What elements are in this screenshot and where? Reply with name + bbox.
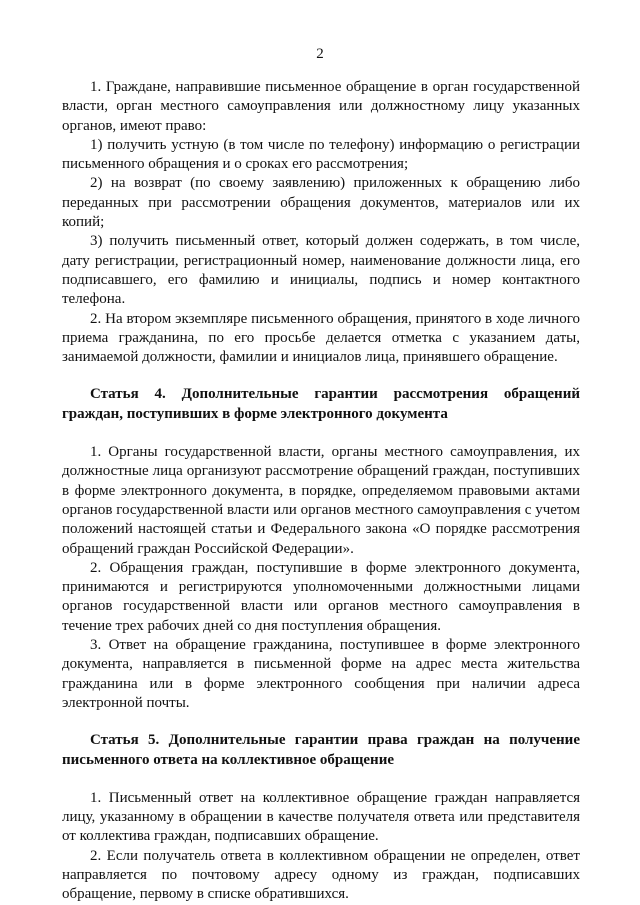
article-4-paragraph-3: 3. Ответ на обращение гражданина, поступившее в форме электронного документа, направляется в письменной форме на адрес места жительства гражданина или в форме электронного сообщения при наличии адреса электронной почты. [62, 637, 580, 711]
page-number: 2 [316, 46, 324, 62]
article-4-heading: Статья 4. Дополнительные гарантии рассмотрения обращений граждан, поступивших в форме электронного документа [62, 386, 580, 422]
article-5-paragraph-1: 1. Письменный ответ на коллективное обращение граждан направляется лицу, указанному в обращении в качестве получателя ответа или представителя от коллектива граждан, подписавших обращение. [62, 789, 580, 845]
intro-paragraph-5: 2. На втором экземпляре письменного обращения, принятого в ходе личного приема гражданина, по его просьбе делается отметка с указанием даты, занимаемой должности, фамилии и инициалов лица, принявшего обращение. [62, 310, 580, 366]
document-body [62, 78, 580, 905]
intro-paragraph-1: 1. Граждане, направившие письменное обращение в орган государственной власти, орган местного самоуправления или должностному лицу указанных органов, имеют право: [62, 79, 580, 134]
intro-paragraph-3: 2) на возврат (по своему заявлению) приложенных к обращению либо переданных при рассмотрении обращения документов, материалов или их копий; [62, 175, 580, 231]
article-4-paragraph-1: 1. Органы государственной власти, органы местного самоуправления, их должностные лица организуют рассмотрение обращений граждан, поступивших в форме электронного документа, в порядке, определяемом правовыми актами органов государственной власти или органов местного самоуправления с учетом положений настоящей статьи и Федерального закона «О порядке рассмотрения обращений граждан Российской Федерации». [62, 444, 580, 557]
intro-paragraph-2: 1) получить устную (в том числе по телефону) информацию о регистрации письменного обращения и о сроках его рассмотрения; [62, 136, 580, 173]
article-5-paragraph-2: 2. Если получатель ответа в коллективном обращении не определен, ответ направляется по почтовому адресу одному из граждан, подписавших обращение, первому в списке обратившихся. [62, 847, 580, 903]
article-4-paragraph-2: 2. Обращения граждан, поступившие в форме электронного документа, принимаются и регистрируются уполномоченными должностными лицами органов государственной власти или органов местного самоуправления в течение трех рабочих дней со дня поступления обращения. [62, 559, 580, 634]
intro-paragraph-4: 3) получить письменный ответ, который должен содержать, в том числе, дату регистрации, регистрационный номер, наименование должности лица, его подписавшего, его фамилию и инициалы, подпись и номер контактного телефона. [62, 233, 580, 308]
article-5-heading: Статья 5. Дополнительные гарантии права граждан на получение письменного ответа на коллективное обращение [62, 732, 580, 768]
